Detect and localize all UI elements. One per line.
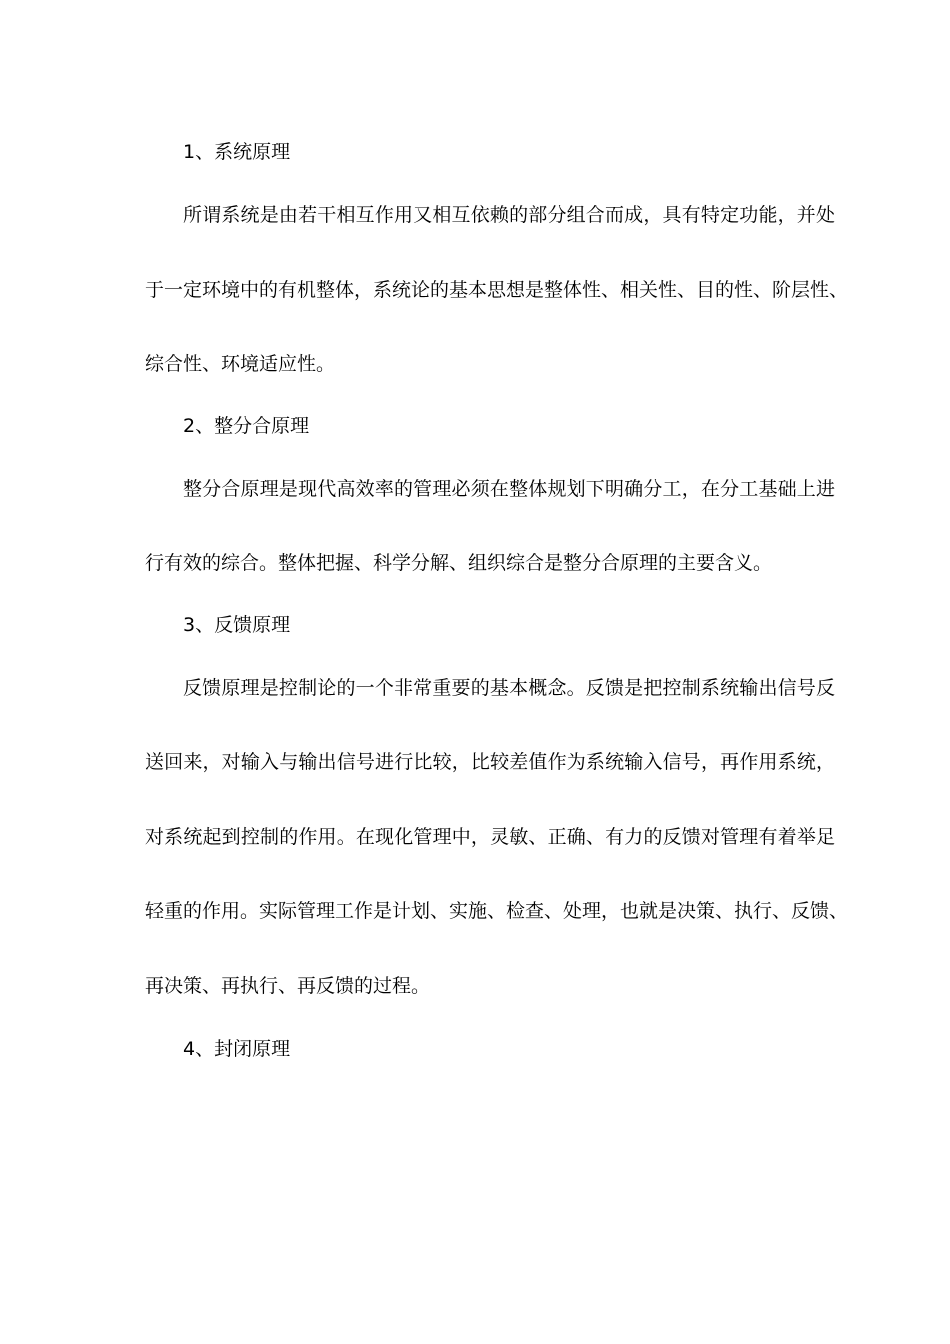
paragraph-line: 所谓系统是由若干相互作用又相互依赖的部分组合而成，具有特定功能，并处 — [183, 204, 835, 226]
paragraph-line: 对系统起到控制的作用。在现化管理中，灵敏、正确、有力的反馈对管理有着举足 — [145, 826, 835, 848]
section-heading-1: 1、系统原理 — [183, 141, 291, 163]
paragraph-line: 于一定环境中的有机整体，系统论的基本思想是整体性、相关性、目的性、阶层性、 — [145, 279, 849, 301]
section-heading-4: 4、封闭原理 — [183, 1038, 291, 1060]
paragraph-line: 综合性、环境适应性。 — [145, 353, 336, 375]
paragraph-line: 反馈原理是控制论的一个非常重要的基本概念。反馈是把控制系统输出信号反 — [183, 677, 835, 699]
paragraph-line: 再决策、再执行、再反馈的过程。 — [145, 975, 431, 997]
paragraph-line: 轻重的作用。实际管理工作是计划、实施、检查、处理，也就是决策、执行、反馈、 — [145, 900, 849, 922]
section-heading-2: 2、整分合原理 — [183, 415, 310, 437]
paragraph-line: 行有效的综合。整体把握、科学分解、组织综合是整分合原理的主要含义。 — [145, 552, 773, 574]
section-heading-3: 3、反馈原理 — [183, 614, 291, 636]
paragraph-line: 送回来，对输入与输出信号进行比较，比较差值作为系统输入信号，再作用系统， — [145, 751, 835, 773]
paragraph-line: 整分合原理是现代高效率的管理必须在整体规划下明确分工，在分工基础上进 — [183, 478, 835, 500]
